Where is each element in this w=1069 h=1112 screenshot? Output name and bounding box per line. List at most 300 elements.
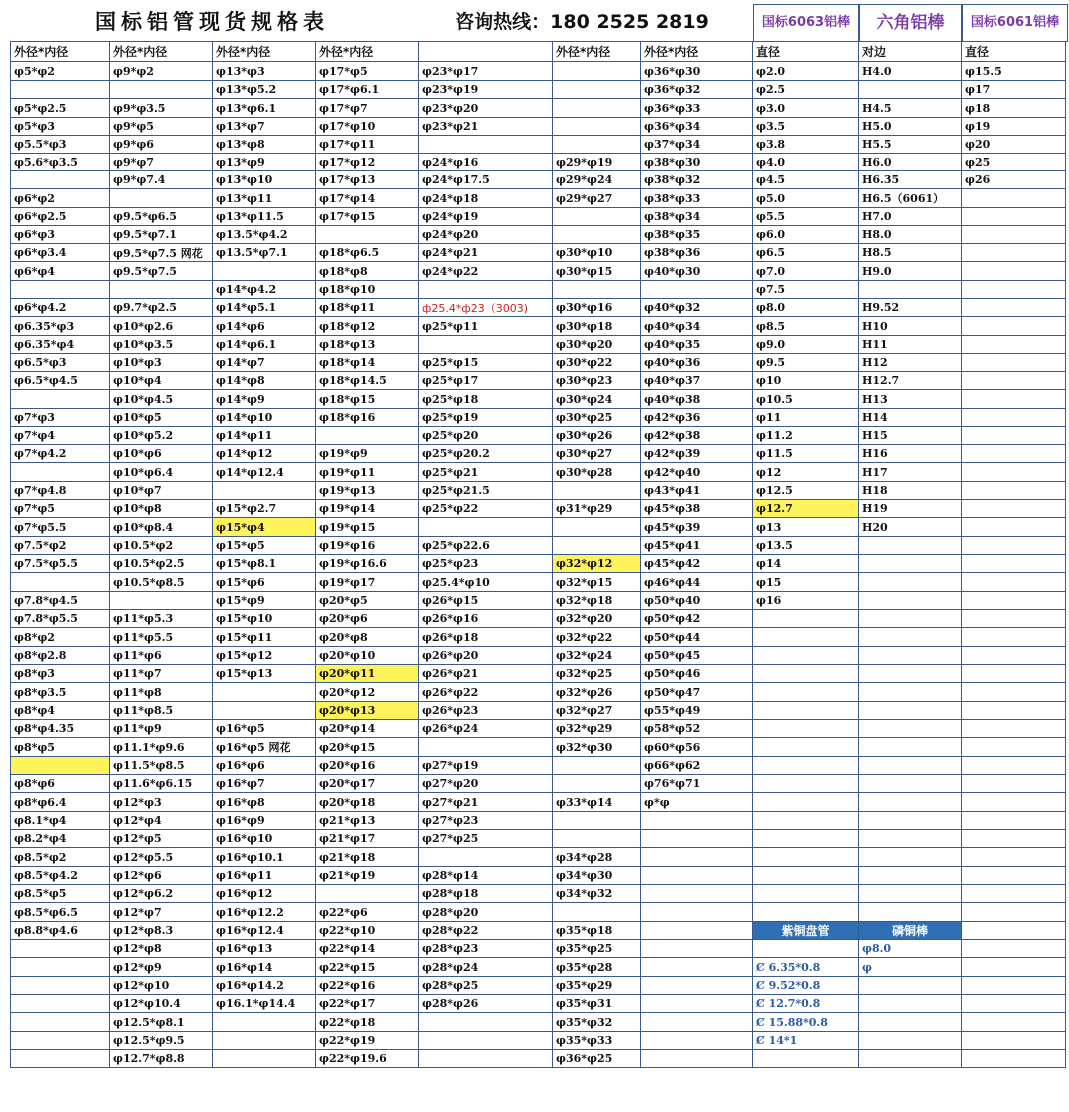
table-cell: φ35*φ28 <box>553 958 641 977</box>
table-row <box>11 189 1066 208</box>
table-cell: φ7*φ4 <box>11 427 110 445</box>
table-cell: φ14*φ8 <box>213 372 316 390</box>
table-cell <box>753 1050 859 1068</box>
table-cell: φ45*φ38 <box>641 500 753 518</box>
table-cell: φ8*φ4 <box>11 702 110 720</box>
table-row <box>11 482 1066 500</box>
table-cell: φ6*φ2 <box>11 189 110 208</box>
table-cell: φ9*φ5 <box>110 118 213 136</box>
table-cell: φ40*φ37 <box>641 372 753 390</box>
table-cell <box>962 244 1066 262</box>
table-row <box>11 702 1066 720</box>
table-cell <box>641 995 753 1013</box>
table-cell: φ12.7*φ8.8 <box>110 1050 213 1068</box>
table-cell: φ36*φ30 <box>641 62 753 81</box>
table-cell: φ6.5 <box>753 244 859 262</box>
table-cell: φ2.5 <box>753 81 859 99</box>
table-cell: H4.0 <box>859 62 962 81</box>
table-cell: φ28*φ18 <box>419 885 553 903</box>
table-row <box>11 81 1066 99</box>
table-cell: φ6.35*φ3 <box>11 317 110 336</box>
table-cell: φ17*φ12 <box>316 154 419 171</box>
table-cell: φ23*φ17 <box>419 62 553 81</box>
table-cell: φ10*φ6 <box>110 445 213 463</box>
table-cell: φ25.4*φ10 <box>419 573 553 592</box>
table-cell: φ11.5 <box>753 445 859 463</box>
table-cell: φ7.5 <box>753 281 859 299</box>
table-cell <box>962 226 1066 244</box>
table-cell <box>859 592 962 610</box>
table-cell <box>11 573 110 592</box>
table-cell: φ26*φ20 <box>419 647 553 665</box>
table-cell: φ26*φ24 <box>419 720 553 738</box>
table-cell: φ32*φ24 <box>553 647 641 665</box>
table-cell: φ32*φ12 <box>553 555 641 573</box>
table-cell: φ7.0 <box>753 262 859 281</box>
table-cell: φ45*φ39 <box>641 518 753 537</box>
table-row <box>11 573 1066 592</box>
table-cell: φ28*φ24 <box>419 958 553 977</box>
table-cell: φ36*φ33 <box>641 99 753 118</box>
table-cell: φ7.8*φ4.5 <box>11 592 110 610</box>
table-cell <box>753 793 859 812</box>
table-row <box>11 226 1066 244</box>
table-cell: φ15*φ10 <box>213 610 316 628</box>
table-cell: φ10*φ6.4 <box>110 463 213 482</box>
table-cell: φ23*φ20 <box>419 99 553 118</box>
table-cell <box>419 1050 553 1068</box>
table-cell: φ22*φ18 <box>316 1013 419 1032</box>
table-cell: φ8*φ4.35 <box>11 720 110 738</box>
table-cell: H20 <box>859 518 962 537</box>
table-cell: H8.0 <box>859 226 962 244</box>
table-cell: φ12*φ9 <box>110 958 213 977</box>
column-header: 外径*内径 <box>213 42 316 62</box>
table-cell: φ29*φ27 <box>553 189 641 208</box>
table-cell: φ7*φ3 <box>11 409 110 427</box>
table-cell: φ11 <box>753 409 859 427</box>
table-cell <box>962 922 1066 940</box>
table-row <box>11 390 1066 409</box>
table-cell: φ15*φ2.7 <box>213 500 316 518</box>
table-cell <box>11 1032 110 1050</box>
table-cell: H5.5 <box>859 136 962 154</box>
table-cell: φ8*φ5 <box>11 738 110 757</box>
table-cell <box>419 1032 553 1050</box>
table-row <box>11 592 1066 610</box>
table-cell: φ11*φ5.5 <box>110 628 213 647</box>
table-cell: φ32*φ15 <box>553 573 641 592</box>
table-cell: φ13*φ5.2 <box>213 81 316 99</box>
table-cell: φ13*φ7 <box>213 118 316 136</box>
table-cell: φ21*φ18 <box>316 848 419 867</box>
table-cell: H6.0 <box>859 154 962 171</box>
table-cell: φ14*φ10 <box>213 409 316 427</box>
table-cell <box>110 281 213 299</box>
table-cell: φ9.5 <box>753 354 859 372</box>
table-cell: φ9.7*φ2.5 <box>110 299 213 317</box>
table-cell: φ13*φ3 <box>213 62 316 81</box>
table-row <box>11 171 1066 189</box>
table-cell: φ35*φ31 <box>553 995 641 1013</box>
table-cell: φ13.5 <box>753 537 859 555</box>
table-cell: φ25*φ18 <box>419 390 553 409</box>
table-cell: φ5*φ2 <box>11 62 110 81</box>
table-row <box>11 427 1066 445</box>
table-row <box>11 445 1066 463</box>
table-cell: Ȼ 6.35*0.8 <box>753 958 859 977</box>
table-row <box>11 647 1066 665</box>
table-cell: H11 <box>859 336 962 354</box>
table-cell <box>962 867 1066 885</box>
table-cell: φ11*φ8 <box>110 683 213 702</box>
table-cell <box>641 958 753 977</box>
label-6061-rod: 国标6061铝棒 <box>962 4 1068 42</box>
table-cell <box>962 281 1066 299</box>
table-row <box>11 299 1066 317</box>
table-cell: φ46*φ44 <box>641 573 753 592</box>
table-cell: H7.0 <box>859 208 962 226</box>
table-cell: φ40*φ34 <box>641 317 753 336</box>
table-row <box>11 1013 1066 1032</box>
table-cell <box>962 757 1066 775</box>
table-cell: φ16*φ10.1 <box>213 848 316 867</box>
table-cell: φ22*φ19.6 <box>316 1050 419 1068</box>
table-row <box>11 262 1066 281</box>
table-cell: φ29*φ19 <box>553 154 641 171</box>
table-cell: φ34*φ32 <box>553 885 641 903</box>
table-cell: φ60*φ56 <box>641 738 753 757</box>
table-cell <box>962 592 1066 610</box>
table-cell: φ14*φ6.1 <box>213 336 316 354</box>
table-cell <box>11 1013 110 1032</box>
table-cell: φ8.0 <box>753 299 859 317</box>
table-cell: φ8*φ6 <box>11 775 110 793</box>
table-cell: φ7*φ5 <box>11 500 110 518</box>
table-cell: φ11*φ5.3 <box>110 610 213 628</box>
table-cell: H6.5（6061） <box>859 189 962 208</box>
table-cell: φ6.5*φ3 <box>11 354 110 372</box>
table-cell <box>553 537 641 555</box>
table-cell: φ8.5*φ5 <box>11 885 110 903</box>
table-row <box>11 757 1066 775</box>
table-cell: φ12.5 <box>753 482 859 500</box>
table-cell: H4.5 <box>859 99 962 118</box>
table-cell <box>419 518 553 537</box>
table-cell <box>859 537 962 555</box>
table-cell: φ13*φ11.5 <box>213 208 316 226</box>
table-cell: φ11.5*φ8.5 <box>110 757 213 775</box>
table-cell <box>859 81 962 99</box>
table-cell: φ10*φ8.4 <box>110 518 213 537</box>
table-cell <box>962 812 1066 830</box>
table-cell <box>859 665 962 683</box>
table-row <box>11 775 1066 793</box>
table-cell: φ5.5*φ3 <box>11 136 110 154</box>
table-cell: φ19*φ16.6 <box>316 555 419 573</box>
table-cell: φ32*φ29 <box>553 720 641 738</box>
table-cell <box>962 518 1066 537</box>
table-cell: H16 <box>859 445 962 463</box>
table-cell: φ50*φ45 <box>641 647 753 665</box>
table-cell: φ10*φ4.5 <box>110 390 213 409</box>
table-cell <box>962 702 1066 720</box>
table-cell: φ15*φ4 <box>213 518 316 537</box>
table-row <box>11 1050 1066 1068</box>
table-cell: φ21*φ13 <box>316 812 419 830</box>
table-cell <box>859 628 962 647</box>
table-cell <box>213 262 316 281</box>
table-cell: φ23*φ19 <box>419 81 553 99</box>
table-cell <box>553 903 641 922</box>
table-cell: φ24*φ17.5 <box>419 171 553 189</box>
table-cell <box>859 683 962 702</box>
table-cell <box>962 372 1066 390</box>
column-header: 外径*内径 <box>11 42 110 62</box>
table-cell: φ6.0 <box>753 226 859 244</box>
table-cell <box>11 463 110 482</box>
table-cell: φ9*φ7 <box>110 154 213 171</box>
table-cell: φ55*φ49 <box>641 702 753 720</box>
table-cell: φ14*φ6 <box>213 317 316 336</box>
table-cell <box>859 1050 962 1068</box>
table-cell: φ11.6*φ6.15 <box>110 775 213 793</box>
table-cell <box>11 390 110 409</box>
table-cell: φ18*φ11 <box>316 299 419 317</box>
table-cell: φ8*φ6.4 <box>11 793 110 812</box>
table-cell: φ22*φ17 <box>316 995 419 1013</box>
table-cell: φ30*φ10 <box>553 244 641 262</box>
table-cell: φ24*φ21 <box>419 244 553 262</box>
table-cell: φ38*φ35 <box>641 226 753 244</box>
table-cell: φ16*φ6 <box>213 757 316 775</box>
table-cell <box>419 136 553 154</box>
table-cell: φ45*φ42 <box>641 555 753 573</box>
table-row <box>11 830 1066 848</box>
table-cell <box>859 555 962 573</box>
table-cell <box>316 885 419 903</box>
table-cell: φ8.5*φ6.5 <box>11 903 110 922</box>
table-cell: φ8.5 <box>753 317 859 336</box>
table-cell: φ16*φ14 <box>213 958 316 977</box>
table-cell: φ26*φ22 <box>419 683 553 702</box>
table-row <box>11 977 1066 995</box>
table-cell <box>553 226 641 244</box>
table-row <box>11 463 1066 482</box>
table-cell: φ30*φ28 <box>553 463 641 482</box>
table-cell <box>419 281 553 299</box>
table-cell <box>553 281 641 299</box>
table-cell: H12.7 <box>859 372 962 390</box>
table-cell <box>553 136 641 154</box>
table-cell <box>641 940 753 958</box>
table-cell: φ5.0 <box>753 189 859 208</box>
table-row <box>11 118 1066 136</box>
table-cell: φ26*φ23 <box>419 702 553 720</box>
table-cell: φ19 <box>962 118 1066 136</box>
table-row <box>11 995 1066 1013</box>
table-cell <box>753 610 859 628</box>
table-cell: φ6.35*φ4 <box>11 336 110 354</box>
table-cell <box>553 518 641 537</box>
table-cell: Ȼ 14*1 <box>753 1032 859 1050</box>
table-cell: φ15 <box>753 573 859 592</box>
table-cell: φ16*φ13 <box>213 940 316 958</box>
table-cell: φ31*φ29 <box>553 500 641 518</box>
table-cell <box>962 830 1066 848</box>
table-cell <box>753 702 859 720</box>
table-cell: φ19*φ9 <box>316 445 419 463</box>
table-cell: φ30*φ18 <box>553 317 641 336</box>
table-cell: φ18*φ6.5 <box>316 244 419 262</box>
table-cell <box>859 1032 962 1050</box>
table-cell: φ28*φ25 <box>419 977 553 995</box>
column-header: 直径 <box>962 42 1066 62</box>
table-cell: φ14*φ4.2 <box>213 281 316 299</box>
table-row <box>11 336 1066 354</box>
table-cell: φ15*φ12 <box>213 647 316 665</box>
table-cell: φ9.5*φ7.5 网花 <box>110 244 213 262</box>
table-cell: φ40*φ32 <box>641 299 753 317</box>
table-cell <box>859 848 962 867</box>
table-cell: H10 <box>859 317 962 336</box>
table-cell <box>859 867 962 885</box>
table-cell: φ10*φ2.6 <box>110 317 213 336</box>
table-cell <box>962 317 1066 336</box>
table-cell: φ76*φ71 <box>641 775 753 793</box>
table-cell <box>859 775 962 793</box>
table-cell: φ6*φ3 <box>11 226 110 244</box>
table-cell: φ10*φ4 <box>110 372 213 390</box>
table-cell: φ10*φ5.2 <box>110 427 213 445</box>
table-cell: φ5*φ2.5 <box>11 99 110 118</box>
table-cell <box>859 903 962 922</box>
table-cell: φ11.2 <box>753 427 859 445</box>
table-cell <box>962 262 1066 281</box>
column-header: 外径*内径 <box>553 42 641 62</box>
table-cell: φ18*φ13 <box>316 336 419 354</box>
table-cell <box>962 1050 1066 1068</box>
table-cell: φ16*φ12.4 <box>213 922 316 940</box>
table-cell <box>213 482 316 500</box>
table-cell <box>962 940 1066 958</box>
table-cell <box>753 738 859 757</box>
table-row <box>11 208 1066 226</box>
table-cell: φ2.0 <box>753 62 859 81</box>
table-cell <box>962 738 1066 757</box>
table-cell: φ20*φ18 <box>316 793 419 812</box>
label-hex-rod: 六角铝棒 <box>859 4 962 42</box>
table-cell: φ12*φ6.2 <box>110 885 213 903</box>
table-cell: φ30*φ16 <box>553 299 641 317</box>
table-cell: φ19*φ14 <box>316 500 419 518</box>
table-cell: φ7.5*φ2 <box>11 537 110 555</box>
table-row <box>11 555 1066 573</box>
table-cell: φ8*φ2.8 <box>11 647 110 665</box>
table-cell: φ4.5 <box>753 171 859 189</box>
table-cell <box>962 482 1066 500</box>
table-cell: φ26*φ18 <box>419 628 553 647</box>
table-cell: φ14*φ7 <box>213 354 316 372</box>
table-cell: φ13*φ9 <box>213 154 316 171</box>
table-cell: φ12 <box>753 463 859 482</box>
table-cell: φ36*φ25 <box>553 1050 641 1068</box>
table-cell: φ25*φ23 <box>419 555 553 573</box>
table-row <box>11 1032 1066 1050</box>
table-cell: φ28*φ26 <box>419 995 553 1013</box>
table-cell <box>962 720 1066 738</box>
table-cell: φ16*φ12 <box>213 885 316 903</box>
table-cell: φ16*φ14.2 <box>213 977 316 995</box>
table-cell <box>11 757 110 775</box>
table-cell: φ18 <box>962 99 1066 118</box>
table-cell: φ28*φ22 <box>419 922 553 940</box>
table-cell: φ32*φ30 <box>553 738 641 757</box>
table-cell <box>753 757 859 775</box>
table-row <box>11 136 1066 154</box>
table-cell: φ15*φ8.1 <box>213 555 316 573</box>
table-cell: φ5*φ3 <box>11 118 110 136</box>
table-cell: φ18*φ16 <box>316 409 419 427</box>
table-cell: Ȼ 9.52*0.8 <box>753 977 859 995</box>
table-cell: φ7.8*φ5.5 <box>11 610 110 628</box>
table-cell <box>11 940 110 958</box>
table-cell: φ42*φ39 <box>641 445 753 463</box>
table-cell: φ30*φ24 <box>553 390 641 409</box>
table-cell: φ10.5 <box>753 390 859 409</box>
table-cell <box>859 702 962 720</box>
table-cell: φ24*φ22 <box>419 262 553 281</box>
table-cell: φ14*φ5.1 <box>213 299 316 317</box>
table-cell: φ37*φ34 <box>641 136 753 154</box>
table-cell: φ16*φ12.2 <box>213 903 316 922</box>
table-cell: φ12*φ3 <box>110 793 213 812</box>
table-cell: φ22*φ10 <box>316 922 419 940</box>
table-row <box>11 885 1066 903</box>
table-row <box>11 867 1066 885</box>
table-cell: φ13 <box>753 518 859 537</box>
table-cell <box>962 336 1066 354</box>
table-cell: φ20 <box>962 136 1066 154</box>
table-cell: φ9*φ2 <box>110 62 213 81</box>
table-cell <box>962 665 1066 683</box>
table-cell: φ25*φ15 <box>419 354 553 372</box>
table-cell: φ32*φ22 <box>553 628 641 647</box>
table-cell: φ12*φ8.3 <box>110 922 213 940</box>
table-cell <box>553 812 641 830</box>
table-row <box>11 537 1066 555</box>
table-cell: φ30*φ20 <box>553 336 641 354</box>
table-cell: φ8*φ3 <box>11 665 110 683</box>
table-cell: H8.5 <box>859 244 962 262</box>
table-cell: φ66*φ62 <box>641 757 753 775</box>
table-cell: φ16*φ5 <box>213 720 316 738</box>
table-cell: 紫铜盘管 <box>753 922 859 940</box>
table-cell <box>11 977 110 995</box>
table-cell: φ15.5 <box>962 62 1066 81</box>
table-cell: φ21*φ19 <box>316 867 419 885</box>
table-cell: φ16*φ8 <box>213 793 316 812</box>
table-cell: φ35*φ33 <box>553 1032 641 1050</box>
table-cell: φ38*φ33 <box>641 189 753 208</box>
table-cell: φ16*φ10 <box>213 830 316 848</box>
table-cell: φ14*φ12 <box>213 445 316 463</box>
table-cell: φ12.5*φ9.5 <box>110 1032 213 1050</box>
page-title: 国标铝管现货规格表 <box>95 10 329 34</box>
table-cell <box>962 793 1066 812</box>
table-cell: H19 <box>859 500 962 518</box>
table-cell: φ14*φ11 <box>213 427 316 445</box>
